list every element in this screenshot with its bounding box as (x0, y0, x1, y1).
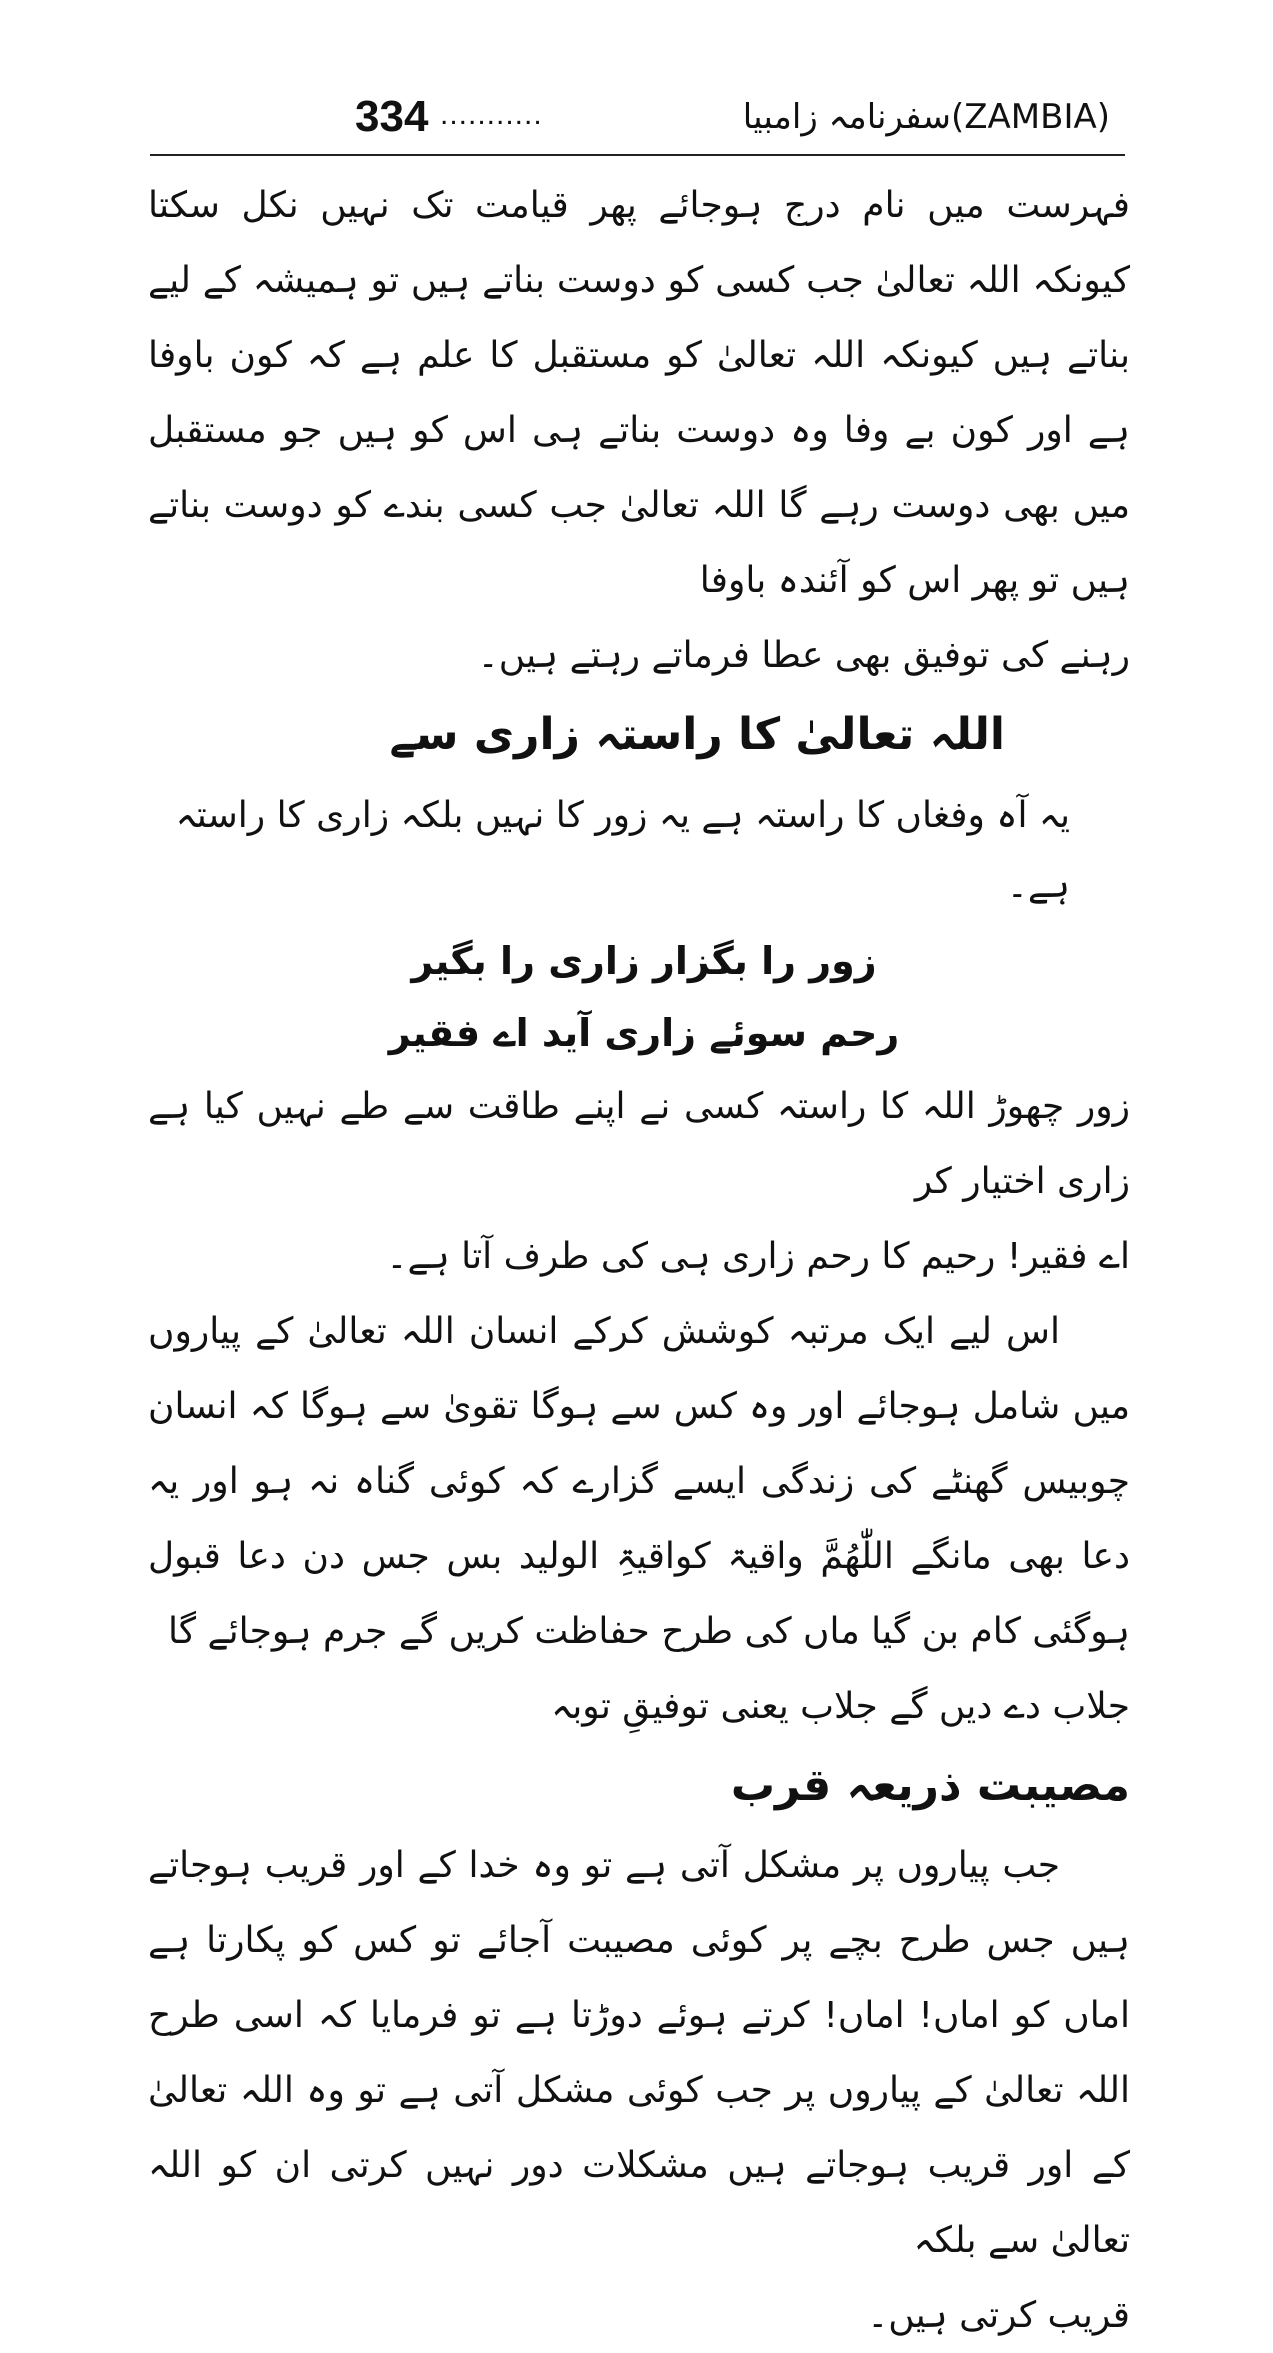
page-header (150, 92, 1125, 152)
section-heading-musibat: مصیبت ذریعہ قرب (730, 1760, 1130, 1811)
paragraph-3-text: اس لیے ایک مرتبہ کوشش کرکے انسان اللہ تعالیٰ کے پیاروں میں شامل ہوجائے اور وہ کس سے ہوگا تقویٰ سے ہوگا کہ انسان چوبیس گھنٹے کی زندگی ایسے گزارے کہ کوئی گناہ نہ ہو اور یہ دعا بھی مانگے اللّٰھُمَّ واقیۃ کواقیۃِ الولید بس جس دن دعا قبول ہوگئی کام بن گیا ماں کی طرح حفاظت کریں گے جرم ہوجائے گا (148, 1311, 1130, 1652)
paragraph-3-last-line: جلاب دے دیں گے جلاب یعنی توفیقِ توبہ (551, 1686, 1130, 1727)
verse-line-2: رحم سوئے زاری آید اے فقیر (388, 1011, 900, 1055)
leader-dots: ........... (440, 98, 543, 131)
running-title: سفرنامہ زامبیا(ZAMBIA) (742, 97, 1110, 137)
paragraph-1-last-line: رہنے کی توفیق بھی عطا فرماتے رہتے ہیں۔ (477, 635, 1130, 676)
page-number: 334 (355, 92, 429, 141)
paragraph-4-text: جب پیاروں پر مشکل آتی ہے تو وہ خدا کے اور قریب ہوجاتے ہیں جس طرح بچے پر کوئی مصیبت آجائے تو کس کو پکارتا ہے اماں کو اماں! اماں! کرتے ہوئے دوڑتا ہے تو فرمایا کہ اسی طرح اللہ تعالیٰ کے پیاروں پر جب کوئی مشکل آتی ہے تو وہ اللہ تعالیٰ کے اور قریب ہوجاتے ہیں مشکلات دور نہیں کرتی ان کو اللہ تعالیٰ سے بلکہ (148, 1845, 1130, 2261)
paragraph-2-last-line: اے فقیر! رحیم کا رحم زاری ہی کی طرف آتا ہے۔ (386, 1236, 1130, 1277)
paragraph-2-text: زور چھوڑ اللہ کا راستہ کسی نے اپنے طاقت سے طے نہیں کیا ہے زاری اختیار کر (148, 1086, 1130, 1202)
page-body (148, 168, 1130, 2353)
paragraph-4-last-line: قریب کرتی ہیں۔ (867, 2295, 1130, 2336)
paragraph-2 (148, 1069, 1130, 1294)
paragraph-1 (148, 168, 1130, 693)
paragraph-4 (148, 1828, 1130, 2353)
header-rule (150, 154, 1125, 156)
intro-line: یہ آہ وفغاں کا راستہ ہے یہ زور کا نہیں بلکہ زاری کا راستہ ہے۔ (175, 795, 1070, 906)
section-heading-zari: اللہ تعالیٰ کا راستہ زاری سے (389, 709, 1005, 760)
verse-line-1: زور را بگزار زاری را بگیر (411, 939, 877, 983)
paragraph-1-text: فہرست میں نام درج ہوجائے پھر قیامت تک نہیں نکل سکتا کیونکہ اللہ تعالیٰ جب کسی کو دوست بناتے ہیں تو ہمیشہ کے لیے بناتے ہیں کیونکہ اللہ تعالیٰ کو مستقبل کا علم ہے کہ کون باوفا ہے اور کون بے وفا وہ دوست بناتے ہی اس کو ہیں جو مستقبل میں بھی دوست رہے گا اللہ تعالیٰ جب کسی بندے کو دوست بناتے ہیں تو پھر اس کو آئندہ باوفا (148, 185, 1130, 601)
paragraph-3 (148, 1294, 1130, 1744)
